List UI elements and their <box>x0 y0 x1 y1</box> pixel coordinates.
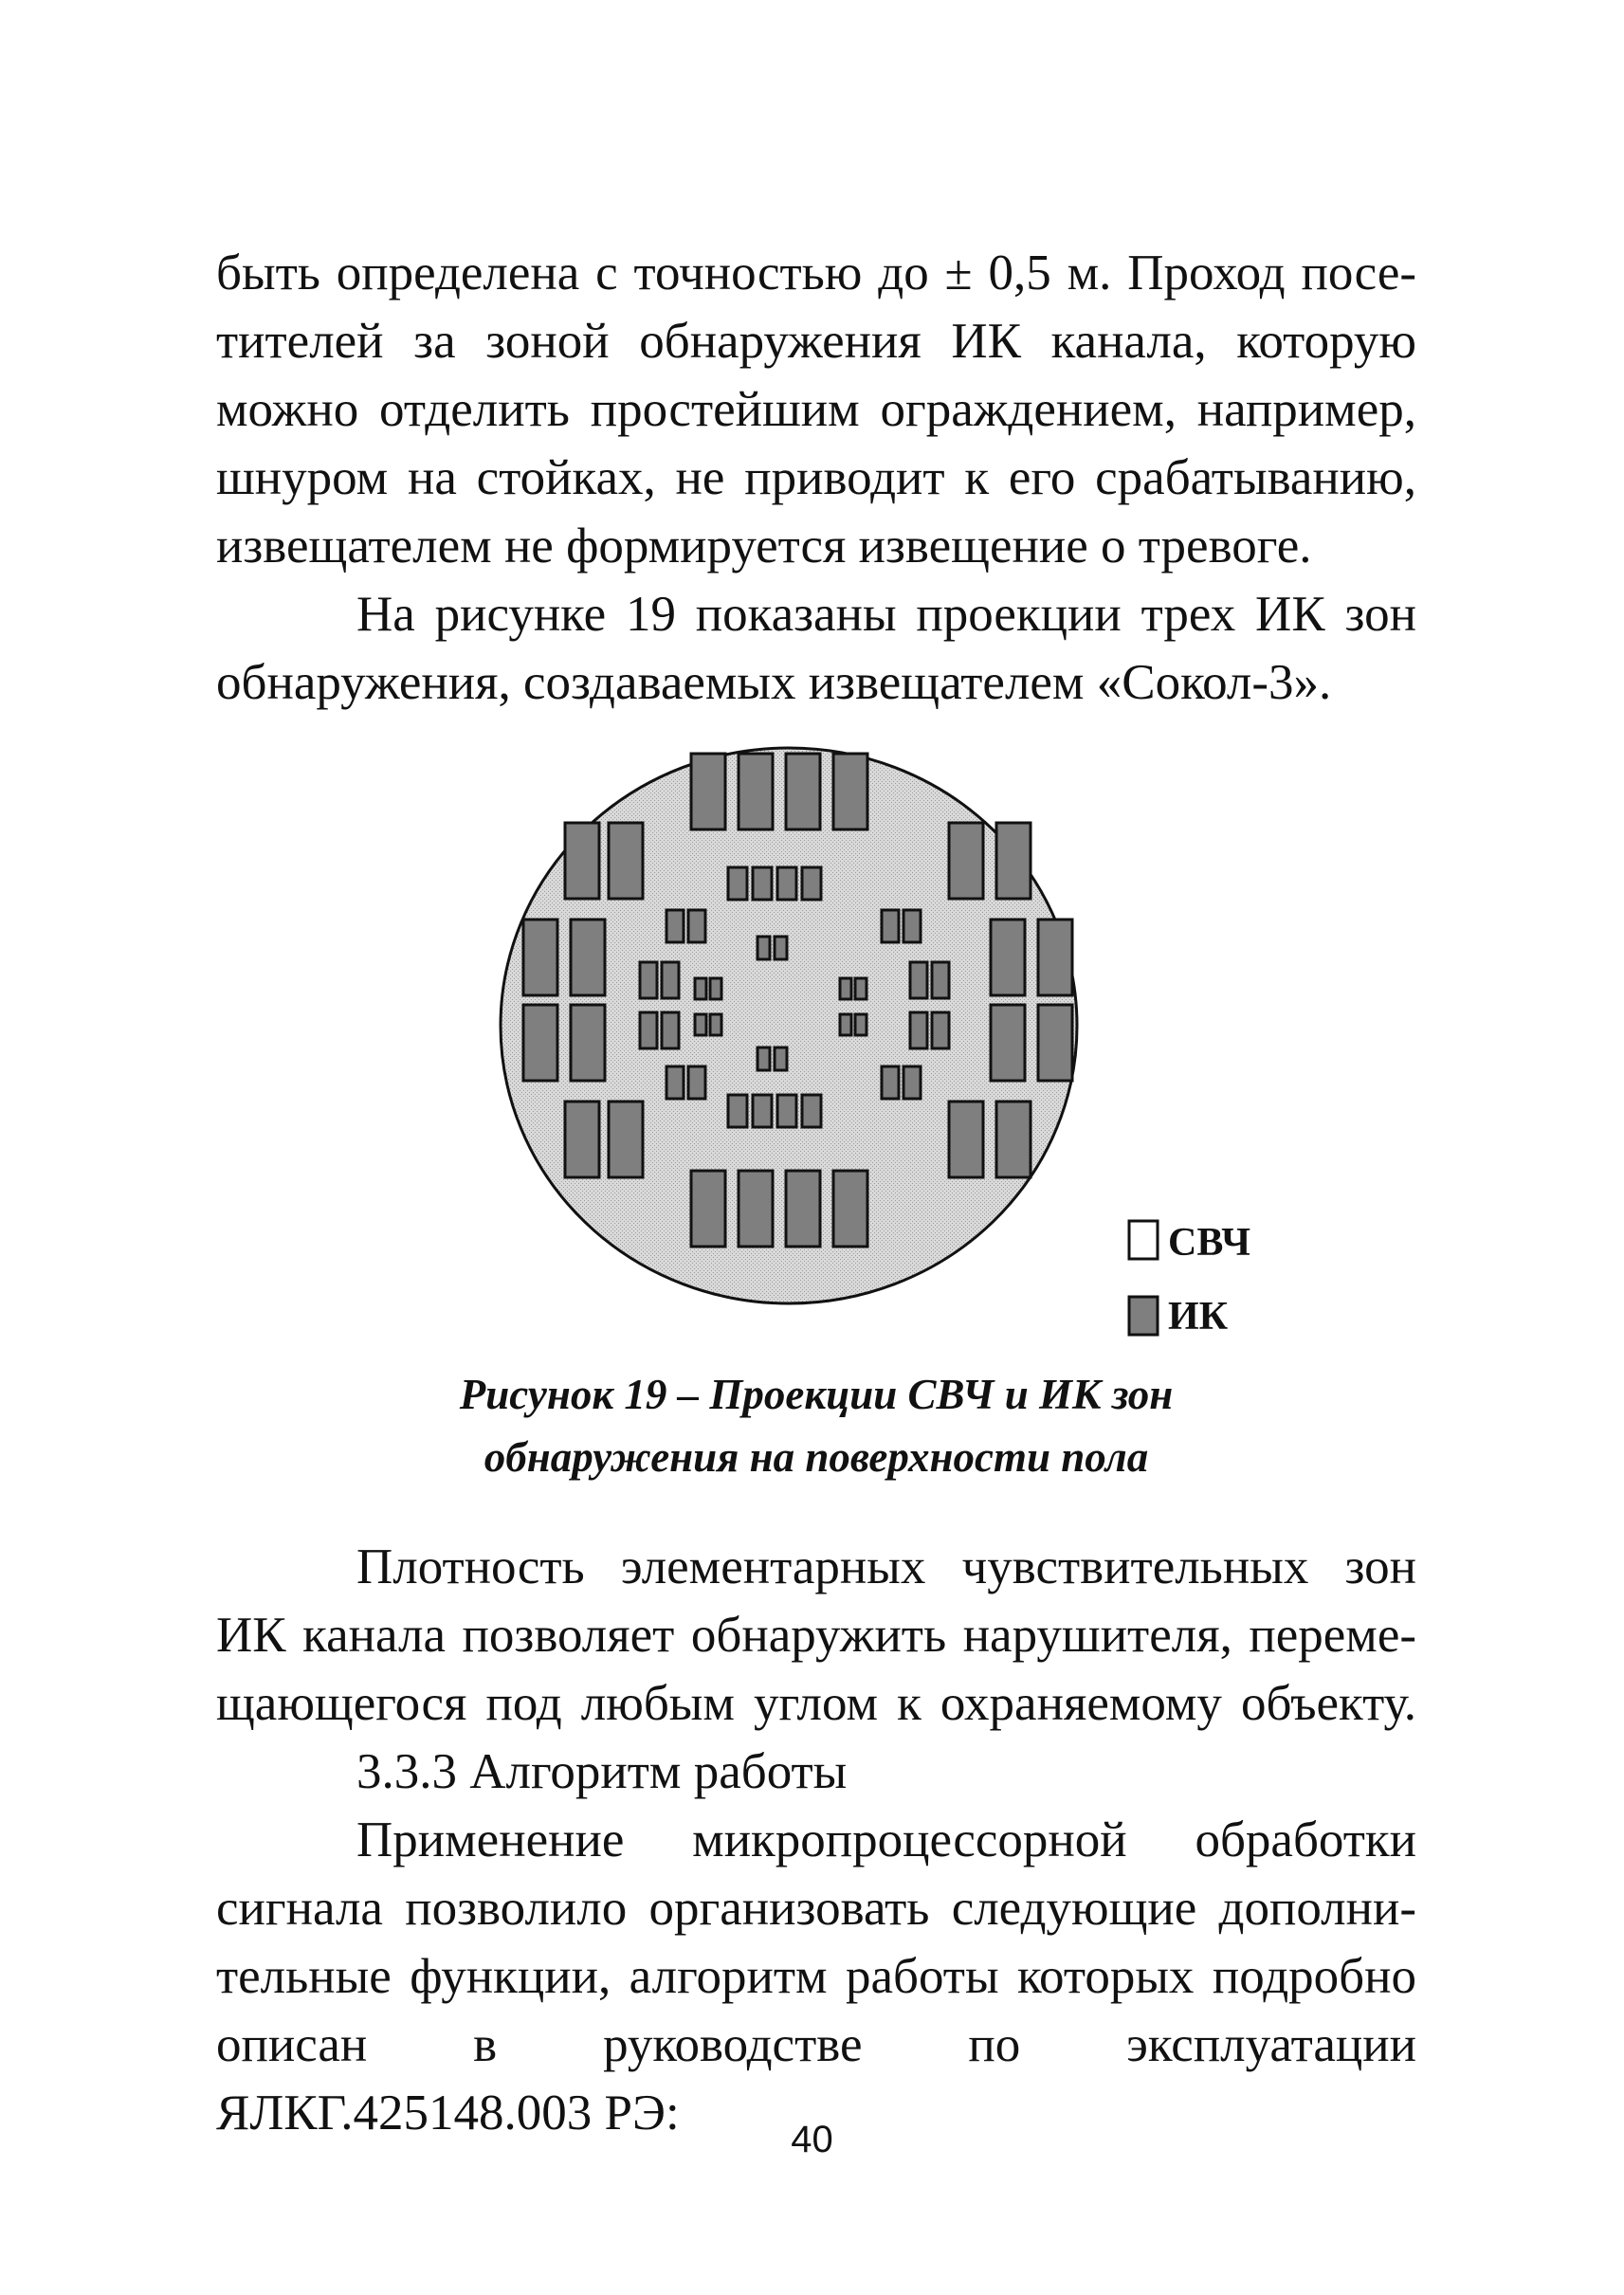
ik-zone-small <box>710 978 721 999</box>
caption-line: Рисунок 19 – Проекции СВЧ и ИК зон <box>459 1371 1174 1418</box>
ik-zone-medium <box>903 910 921 942</box>
paragraph-3-line: щающегося под любым углом к охраняемому объекту. <box>216 1676 1416 1731</box>
ik-zone-large <box>571 920 605 995</box>
ik-zone-medium <box>662 1012 679 1048</box>
paragraph-4-line: ЯЛКГ.425148.003 РЭ: <box>216 2086 680 2140</box>
paragraph-1-line: можно отделить простейшим ограждением, например, <box>216 382 1416 437</box>
paragraph-4-line: сигнала позволило организовать следующие дополни- <box>216 1881 1416 1936</box>
ik-zone-small <box>855 1014 867 1035</box>
paragraph-4-line: тельные функции, алгоритм работы которых подробно <box>216 1949 1416 2004</box>
ik-zone-large <box>1038 1005 1072 1081</box>
ik-zone-medium <box>666 1066 684 1099</box>
ik-zone-medium <box>932 962 949 998</box>
text-block-bottom <box>216 1533 1416 2147</box>
ik-zone-medium <box>666 910 684 942</box>
ik-zone-large <box>949 823 983 899</box>
ik-zone-large <box>523 1005 557 1081</box>
ik-zone-medium <box>910 1012 927 1048</box>
legend-svch-swatch <box>1129 1221 1158 1259</box>
ik-zone-medium <box>777 867 796 900</box>
ik-zone-medium <box>753 1095 772 1127</box>
ik-zone-medium <box>882 910 899 942</box>
ik-zone-medium <box>662 962 679 998</box>
ik-zone-large <box>691 1171 725 1247</box>
ik-zone-small <box>695 1014 706 1035</box>
ik-zone-small <box>775 937 787 959</box>
ik-zone-medium <box>903 1066 921 1099</box>
ik-zone-large <box>996 823 1031 899</box>
ik-zone-large <box>991 1005 1025 1081</box>
ik-zone-small <box>840 978 851 999</box>
ik-zone-medium <box>802 867 821 900</box>
ik-zone-small <box>775 1047 787 1070</box>
legend-svch-label: СВЧ <box>1168 1221 1251 1265</box>
paragraph-2-line: обнаружения, создаваемых извещателем «Сокол-3». <box>216 655 1332 710</box>
detection-zones-diagram <box>493 730 1270 1337</box>
ik-zone-large <box>571 1005 605 1081</box>
ik-zone-large <box>609 823 643 899</box>
paragraph-1-line: тителей за зоной обнаружения ИК канала, которую <box>216 314 1416 369</box>
paragraph-1-line: быть определена с точностью до ± 0,5 м. Проход посе- <box>216 246 1416 301</box>
paragraph-3-line: ИК канала позволяет обнаружить нарушителя, переме- <box>216 1608 1416 1663</box>
ik-zone-small <box>855 978 867 999</box>
ik-zone-large <box>786 1171 820 1247</box>
ik-zone-medium <box>640 962 657 998</box>
ik-zone-medium <box>728 1095 747 1127</box>
ik-zone-medium <box>910 962 927 998</box>
text-block-top <box>216 239 1416 717</box>
ik-zone-medium <box>882 1066 899 1099</box>
paragraph-1-line: извещателем не формируется извещение о тревоге. <box>216 519 1312 574</box>
ik-zone-large <box>565 1102 599 1177</box>
page-number: 40 <box>791 2119 833 2160</box>
legend-ik-label: ИК <box>1168 1295 1229 1337</box>
ik-zone-large <box>565 823 599 899</box>
paragraph-3-line: Плотность элементарных чувствительных зон <box>356 1539 1416 1594</box>
ik-zone-large <box>739 1171 773 1247</box>
ik-zone-large <box>691 754 725 829</box>
paragraph-2-line: На рисунке 19 показаны проекции трех ИК зон <box>356 587 1416 642</box>
paragraph-4-line: Применение микропроцессорной обработки <box>356 1812 1416 1867</box>
ik-zone-large <box>523 920 557 995</box>
ik-zone-large <box>786 754 820 829</box>
ik-zone-medium <box>802 1095 821 1127</box>
ik-zone-small <box>757 1047 770 1070</box>
legend-ik-swatch <box>1129 1297 1158 1335</box>
section-heading: 3.3.3 Алгоритм работы <box>356 1744 848 1799</box>
ik-zone-medium <box>688 1066 705 1099</box>
paragraph-1-line: шнуром на стойках, не приводит к его срабатыванию, <box>216 450 1416 505</box>
ik-zone-large <box>833 754 867 829</box>
ik-zone-medium <box>640 1012 657 1048</box>
paragraph-4-line: описан в руководстве по эксплуатации <box>216 2017 1416 2072</box>
ik-zone-medium <box>728 867 747 900</box>
ik-zone-large <box>1038 920 1072 995</box>
ik-zone-large <box>609 1102 643 1177</box>
ik-zone-small <box>710 1014 721 1035</box>
figure-caption <box>216 1363 1416 1488</box>
ik-zone-large <box>991 920 1025 995</box>
ik-zone-medium <box>932 1012 949 1048</box>
ik-zone-medium <box>753 867 772 900</box>
ik-zone-large <box>739 754 773 829</box>
ik-zone-medium <box>688 910 705 942</box>
ik-zone-large <box>833 1171 867 1247</box>
ik-zone-medium <box>777 1095 796 1127</box>
figure-19 <box>493 730 1270 1337</box>
ik-zone-small <box>695 978 706 999</box>
caption-line: обнаружения на поверхности пола <box>484 1433 1149 1481</box>
ik-zone-large <box>996 1102 1031 1177</box>
ik-zone-large <box>949 1102 983 1177</box>
ik-zone-small <box>840 1014 851 1035</box>
ik-zone-small <box>757 937 770 959</box>
